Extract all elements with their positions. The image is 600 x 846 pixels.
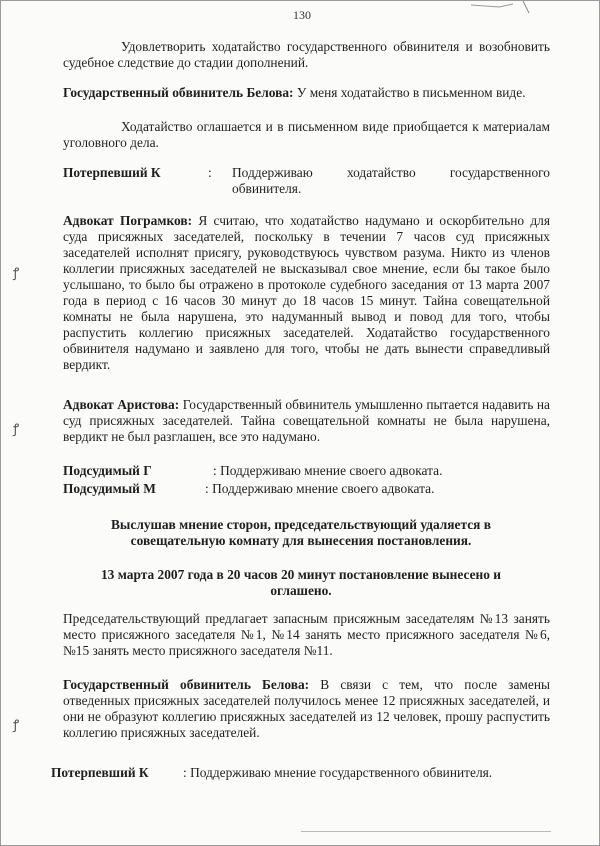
paragraph-text: : Поддерживаю мнение своего адвоката. (205, 481, 435, 496)
paragraph-text: Ходатайство оглашается и в письменном виде приобщается к материалам уголовного дела. (63, 119, 550, 150)
paragraph-text: : Поддерживаю мнение своего адвоката. (213, 463, 443, 478)
page-number: 130 (293, 8, 311, 22)
paragraph-text: Я считаю, что ходатайство надумано и оскорбительно для суда присяжных заседателей, поскольку в течении 7 часов суд присяжных заседателей исполнят присягу, руководствуюсь чувством разума. Никто из членов коллегии присяжных заседателей не высказывал свое мнение, если бы такое было услышано, то было бы отражено в протоколе судебного заседания от 13 марта 2007 года в период с 16 часов 30 минут до 18 часов 15 минут. Тайна совещательной комнаты не была нарушена, это надуманный вывод и повод для того, чтобы распустить коллегию присяжных заседателей. Ходатайство государственного обвинителя надумано и заявлено для того, чтобы не дать вынести справедливый вердикт. (63, 213, 550, 372)
paragraph-presiding-offer (63, 611, 550, 659)
bottom-scan-line (301, 831, 551, 832)
speaker-name: Адвокат Пограмков: (63, 213, 193, 228)
speaker-colon: : (208, 165, 212, 180)
speaker-name: Потерпевший К (51, 765, 149, 780)
paragraph-text: 13 марта 2007 года в 20 часов 20 минут постановление вынесено и оглашено. (100, 567, 501, 598)
paragraph-advocate-pogramkov (63, 213, 550, 373)
paragraph-text: У меня ходатайство в письменном виде. (293, 85, 526, 100)
scan-artifact-mark (469, 1, 539, 15)
margin-mark: ꝭ (13, 265, 20, 280)
paragraph-text: В связи с тем, что после замены отведенных присяжных заседателей получилось менее 12 присяжных заседателей, и они не образуют коллегию присяжных заседателей из 12 человек, прошу распустить коллегию присяжных заседателей. (63, 677, 550, 740)
paragraph-defendant-g (63, 463, 442, 479)
paragraph-motion-read (63, 119, 550, 151)
heading-ruling-announced (71, 567, 531, 599)
paragraph-text: Поддерживаю ходатайство государственного обвинителя. (232, 165, 550, 196)
paragraph-text: Выслушав мнение сторон, председательствующий удаляется в совещательную комнату для вынесения постановления. (111, 517, 491, 548)
paragraph-prosecutor-dissolve (63, 677, 550, 741)
paragraph-victim-support (63, 165, 550, 197)
paragraph-text: Удовлетворить ходатайство государственного обвинителя и возобновить судебное следствие до стадии дополнений. (63, 39, 550, 70)
paragraph-resolution (63, 39, 550, 71)
paragraph-prosecutor-motion (63, 85, 550, 101)
paragraph-advocate-aristova (63, 397, 550, 445)
paragraph-text: Государственный обвинитель умышленно пытается надавить на суд присяжных заседателей. Тайна совещательной комнаты не была нарушена, вердикт не был разглашен, все это надумано. (63, 397, 550, 444)
speaker-name: Подсудимый Г (63, 463, 152, 478)
paragraph-defendant-m (63, 481, 434, 497)
paragraph-text: Председательствующий предлагает запасным присяжным заседателям №13 занять место присяжного заседателя №1, №14 занять место присяжного заседателя №6, №15 занять место присяжного заседателя №11. (63, 611, 550, 658)
speaker-name: Подсудимый М (63, 481, 156, 496)
paragraph-victim-final (51, 765, 492, 781)
speaker-name: Потерпевший К (63, 165, 161, 180)
paragraph-text: : Поддерживаю мнение государственного обвинителя. (183, 765, 493, 780)
margin-mark: ꝭ (13, 717, 20, 732)
speaker-name: Адвокат Аристова: (63, 397, 180, 412)
speaker-name: Государственный обвинитель Белова: (63, 85, 294, 100)
heading-judge-retires (71, 517, 531, 549)
speaker-name: Государственный обвинитель Белова: (63, 677, 310, 692)
margin-mark: ꝭ (13, 421, 20, 436)
